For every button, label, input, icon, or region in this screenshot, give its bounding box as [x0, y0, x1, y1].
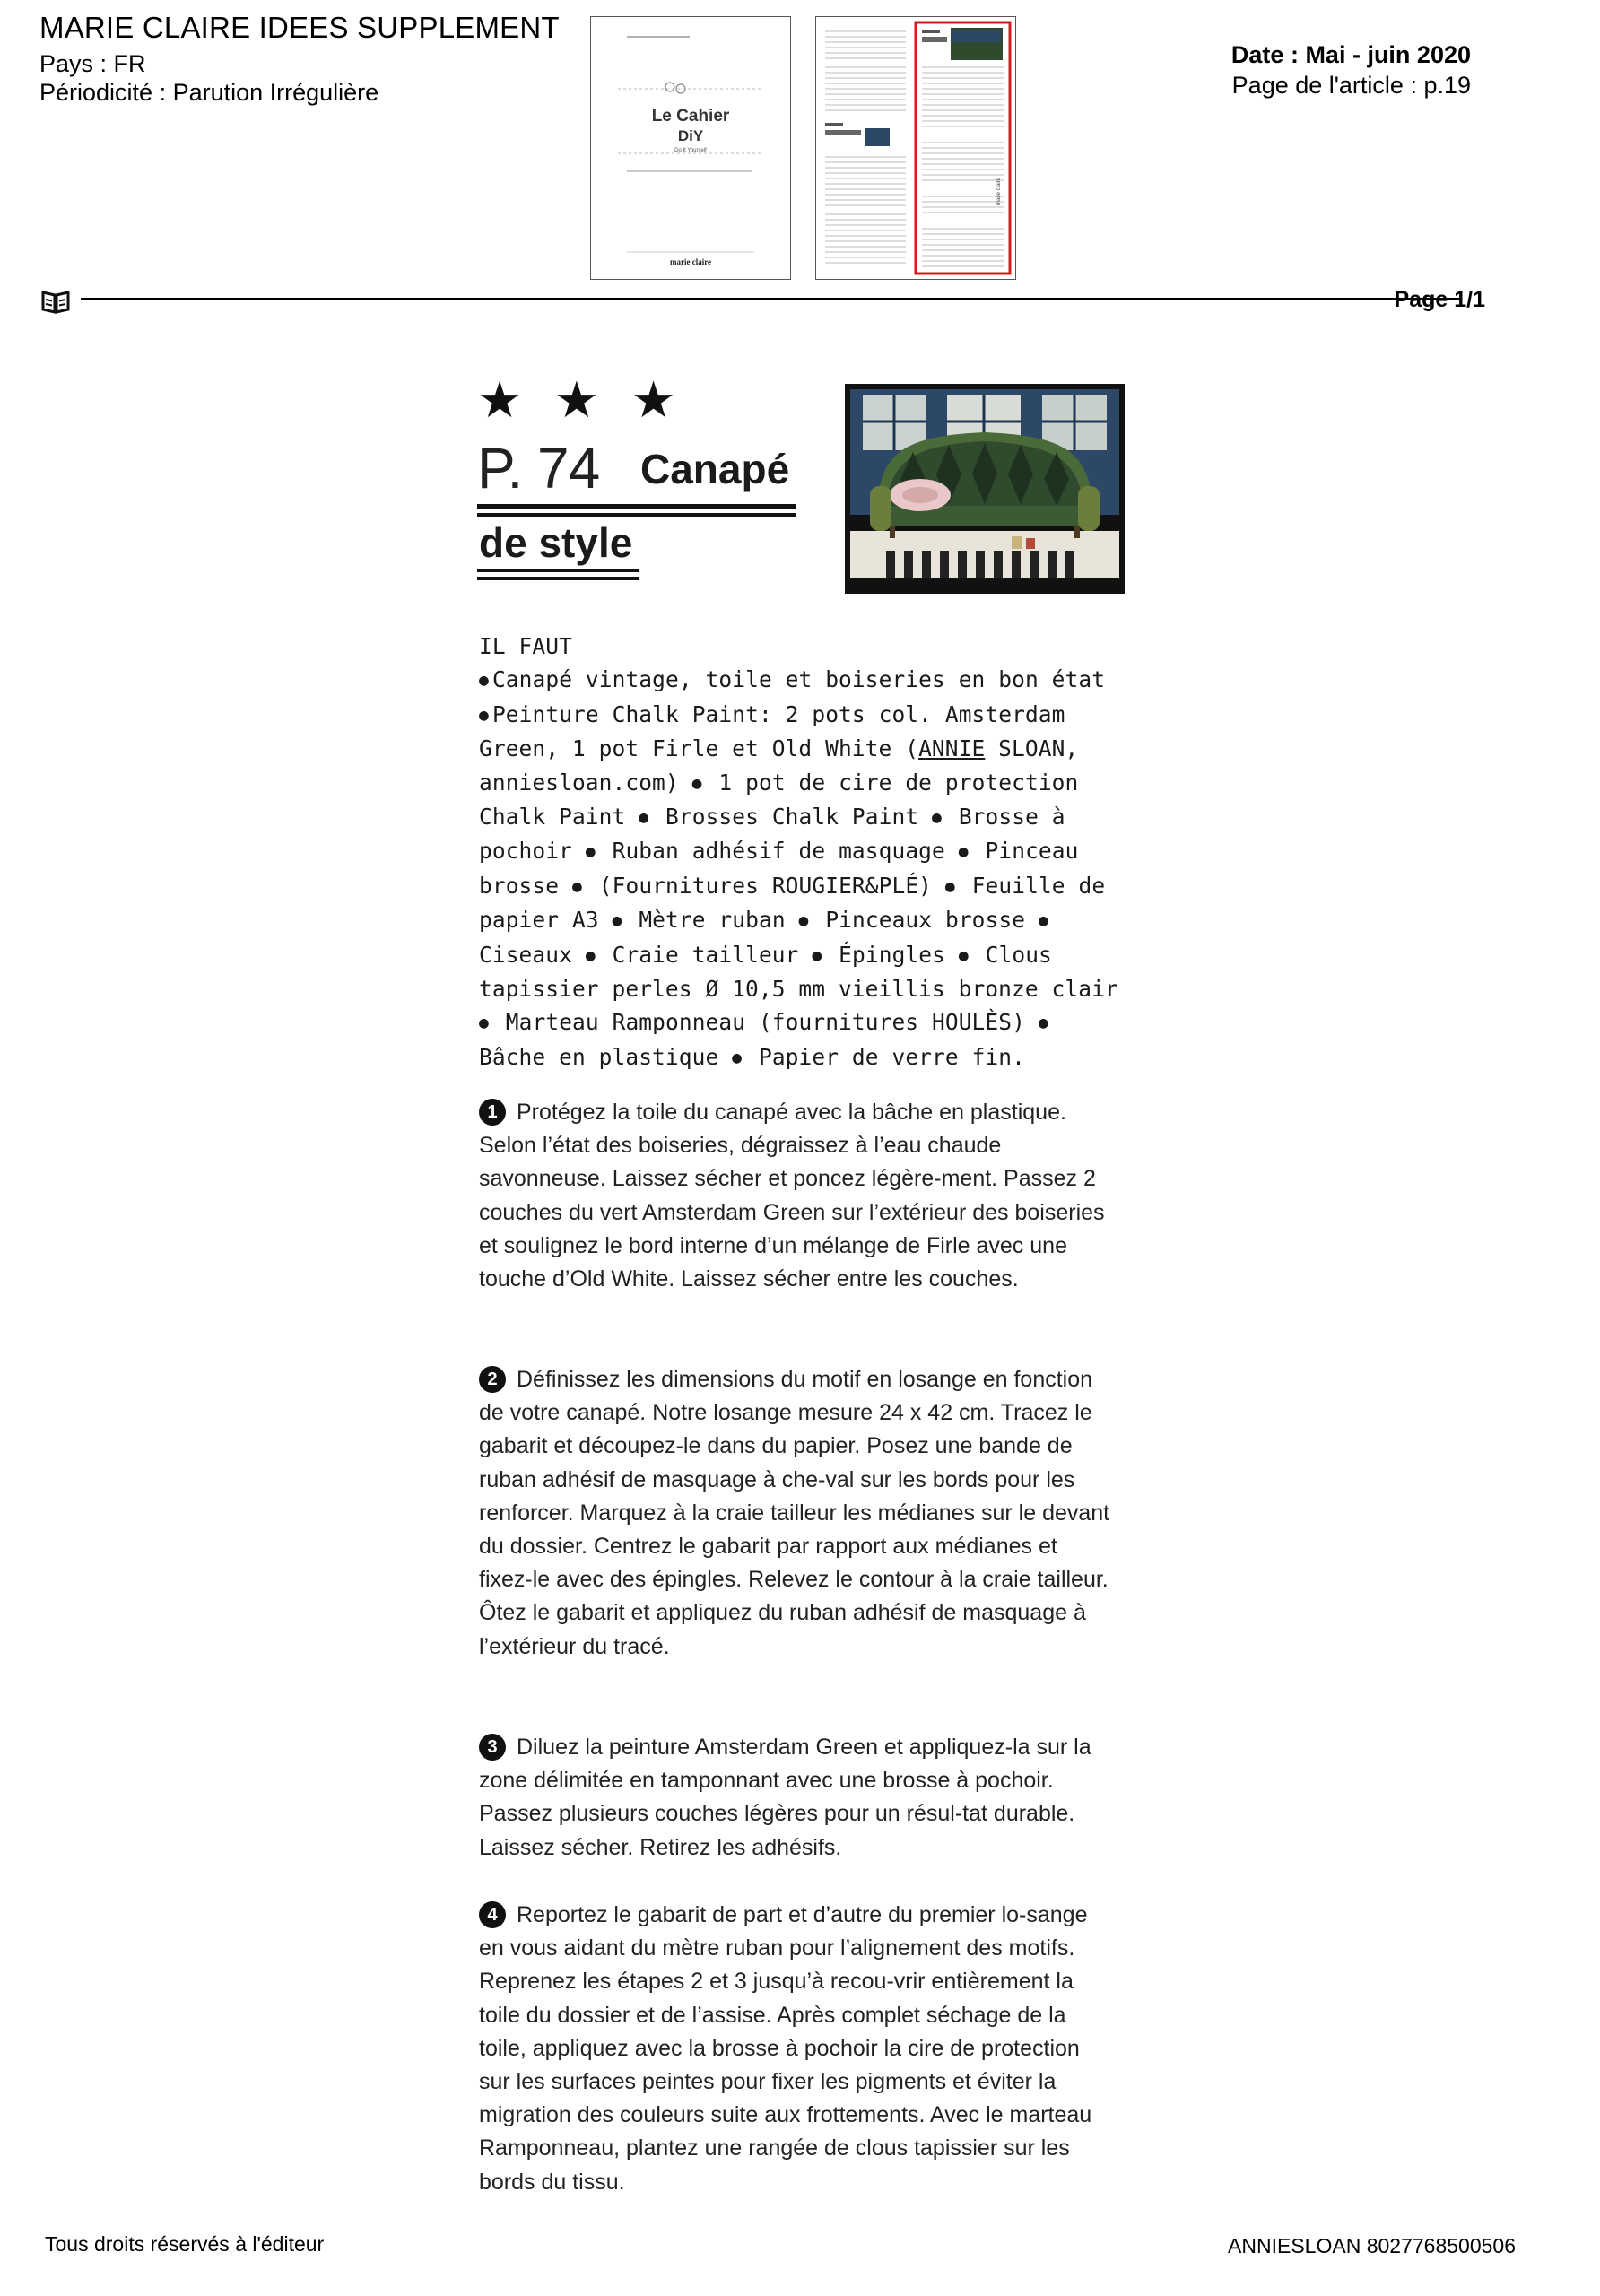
cover-subtitle: Do It Yourself: [674, 148, 707, 153]
bullet: ●: [958, 842, 969, 862]
bullet: ●: [585, 842, 596, 862]
magazine-page-number: P. 74: [477, 436, 600, 500]
step-number-badge: 4: [479, 1901, 506, 1928]
step-text: Définissez les dimensions du motif en losange en fonction de votre canapé. Notre losange mesure 24 x 42 cm. Tracez le gabarit et découpez-le dans du papier. Posez une bande de ruban adhésif de masquage à che-val sur les bords pour les renforcer. Marquez à la craie tailleur les médianes sur le devant du dossier. Centrez le gabarit par rapport aux médianes et fixez-le avec des épingles. Relevez le contour à la craie tailleur. Ôtez le gabarit et appliquez du ruban adhésif de masquage à l’extérieur du tracé.: [479, 1367, 1110, 1659]
bullet: ●: [932, 808, 942, 828]
step-4: [479, 1899, 1114, 2199]
step-text: Reportez le gabarit de part et d’autre du premier lo-sange en vous aidant du mètre ruban pour l’alignement des motifs. Reprenez les étapes 2 et 3 jusqu’à recou-vrir entièrement la toile du dossier et de l’assise. Après complet séchage de la toile, appliquez avec la brosse à pochoir la cire de protection sur les surfaces peintes pour fixer les pigments et éviter la migration des couleurs suite aux frottements. Avec le marteau Ramponneau, plantez une rangée de clous tapissier sur les bords du tissu.: [479, 1902, 1092, 2195]
cover-thumbnail-art: [591, 17, 790, 279]
bullet: ●: [479, 671, 489, 691]
bullet: ●: [812, 945, 822, 965]
material-item: SLOAN, anniesloan.com): [479, 735, 1079, 796]
sofa-illustration: [850, 389, 1119, 578]
page-count: Page 1/1: [1394, 287, 1485, 312]
cover-thumbnail[interactable]: [590, 16, 791, 280]
material-item: Mètre ruban: [639, 907, 786, 934]
material-item: Peinture Chalk Paint: 2 pots col. Amsterdam Green, 1 pot Firle et Old White (: [479, 700, 1065, 762]
bullet: ●: [958, 945, 969, 965]
material-item: Pinceaux brosse: [825, 907, 1026, 934]
step-3: [479, 1731, 1114, 1865]
material-item: Canapé vintage, toile et boiseries en bon état: [491, 666, 1106, 693]
cover-brand: marie claire: [669, 257, 712, 266]
material-item: Ciseaux: [479, 941, 572, 968]
materials-list: [479, 630, 1125, 1074]
bullet: ●: [732, 1048, 743, 1067]
material-item: Clous tapissier perles Ø 10,5 mm vieillis bronze clair: [479, 941, 1118, 1003]
copyright-notice: Tous droits réservés à l'éditeur: [45, 2232, 325, 2256]
brand-link[interactable]: ANNIE: [918, 735, 986, 762]
material-item: Pinceau brosse: [479, 838, 1079, 899]
article-title-line1: Canapé: [640, 446, 790, 492]
bullet: ●: [585, 945, 596, 965]
bullet: ●: [479, 705, 489, 725]
bullet: ●: [571, 876, 582, 896]
material-item: Papier de verre fin.: [758, 1043, 1025, 1070]
article-title-line2: de style: [479, 519, 633, 566]
cover-title-line1: Le Cahier: [651, 107, 730, 126]
bullet: ●: [479, 1013, 489, 1033]
publication-country: Pays : FR: [39, 50, 146, 77]
bullet: ●: [639, 808, 649, 828]
material-item: Bâche en plastique: [479, 1043, 719, 1070]
material-item: Feuille de papier A3: [479, 872, 1106, 934]
difficulty-stars: ★ ★ ★: [477, 371, 685, 428]
material-item: Épingles: [839, 941, 945, 968]
material-item: Brosse à pochoir: [479, 804, 1065, 865]
step-number-badge: 2: [479, 1366, 506, 1393]
title-rule: [477, 569, 639, 572]
cover-title-line2: DiY: [677, 127, 704, 144]
material-item: (Fournitures ROUGIER&PLÉ): [598, 872, 933, 899]
svg-text:marie claire: marie claire: [996, 177, 1002, 205]
header-divider: [81, 298, 1462, 300]
publication-name: MARIE CLAIRE IDEES SUPPLEMENT: [39, 11, 560, 44]
step-text: Diluez la peinture Amsterdam Green et appliquez-la sur la zone délimitée en tamponnant avec une brosse à pochoir. Passez plusieurs couches légères pour un résul-tat durable. Laissez sécher. Retirez les adhésifs.: [479, 1735, 1091, 1860]
bullet: ●: [944, 876, 955, 896]
issue-date: Date : Mai - juin 2020: [1230, 41, 1471, 68]
step-number-badge: 1: [479, 1099, 506, 1126]
bullet: ●: [691, 773, 702, 793]
step-1: [479, 1096, 1114, 1296]
step-number-badge: 3: [479, 1734, 506, 1761]
material-item: 1 pot de cire de protection Chalk Paint: [479, 769, 1079, 831]
material-item: Ruban adhésif de masquage: [612, 838, 945, 865]
book-icon: [39, 285, 72, 317]
article-thumbnail[interactable]: [815, 16, 1016, 280]
step-text: Protégez la toile du canapé avec la bâche en plastique. Selon l’état des boiseries, dégraissez à l’eau chaude savonneuse. Laissez sécher et poncez légère-ment. Passez 2 couches du vert Amsterdam Green sur l’extérieur des boiseries et soulignez le bord interne d’un mélange de Firle avec une touche d’Old White. Laissez sécher entre les couches.: [479, 1100, 1105, 1292]
bullet: ●: [1038, 911, 1048, 931]
title-rule: [477, 513, 796, 517]
material-item: Craie tailleur: [612, 941, 799, 968]
material-item: Marteau Ramponneau (fournitures HOULÈS): [505, 1009, 1025, 1036]
bullet: ●: [798, 911, 809, 931]
materials-label: IL FAUT: [479, 633, 572, 659]
publication-frequency: Périodicité : Parution Irrégulière: [39, 79, 379, 106]
step-2: [479, 1363, 1114, 1664]
title-rule: [477, 504, 796, 509]
bullet: ●: [612, 911, 622, 931]
title-rule: [477, 577, 639, 580]
sofa-photo: [845, 384, 1125, 594]
reference-code: ANNIESLOAN 8027768500506: [1228, 2234, 1516, 2257]
bullet: ●: [1038, 1013, 1048, 1033]
article-page-ref: Page de l'article : p.19: [1231, 72, 1471, 99]
article-thumbnail-art: [816, 17, 1015, 279]
material-item: Brosses Chalk Paint: [665, 804, 919, 831]
